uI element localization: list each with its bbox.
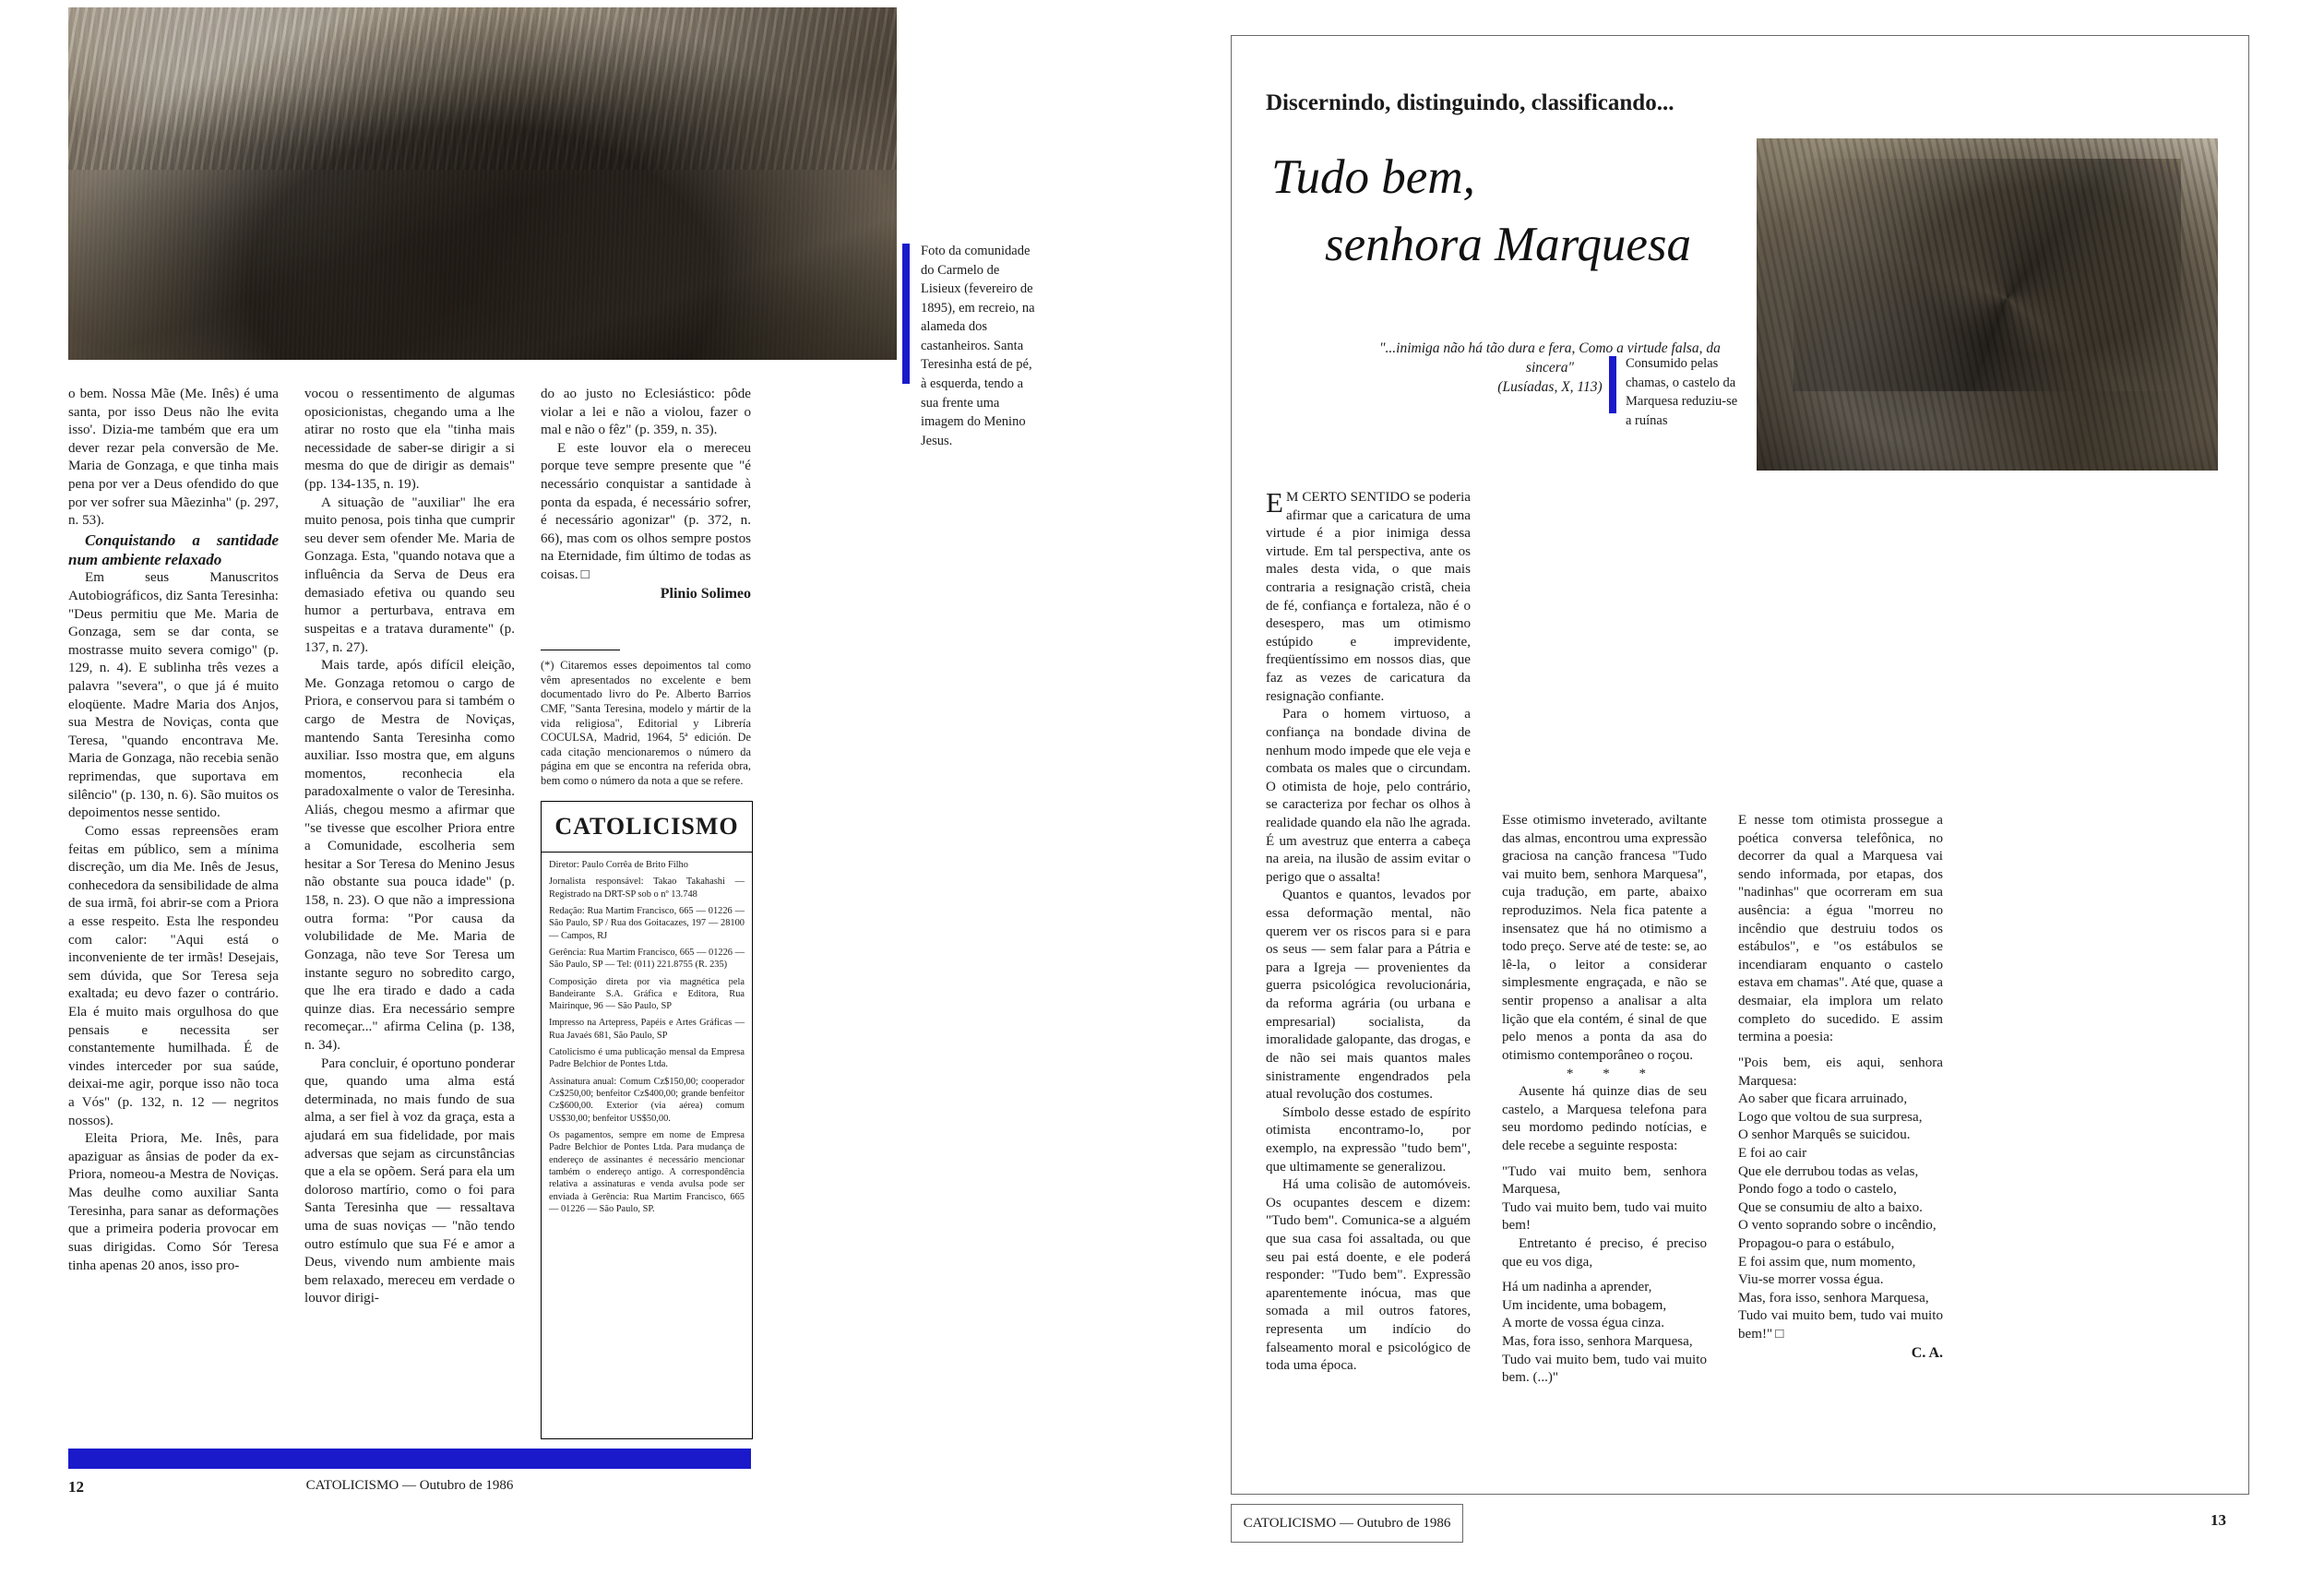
- paragraph: Para concluir, é oportuno ponderar que, quando uma alma está determinada, no mais fundo de sua alma, a ser fiel à voz da graça, esta a ajudará em sua fidelidade, por mais adversas que sejam as circunstâncias que a ela se opõem. Será para ela um doloroso martírio, como o foi para Santa Teresinha que — ressaltava uma de suas noviças — "não tendo outro estímulo que sua Fé e amor a Deus, vivendo num ambiente mais bem relaxado, mereceu em verdade o louvor dirigi-: [304, 1055, 515, 1306]
- paragraph: vocou o ressentimento de algumas oposicionistas, chegando uma a lhe atirar no rosto que ela "tinha mais necessidade de saber-se dirigir a si mesma do que de dirigir as demais" (pp. 134-135, n. 19).: [304, 387, 515, 493]
- paragraph: Mais tarde, após difícil eleição, Me. Gonzaga retomou o cargo de Priora, e conservou para si também o cargo de Mestra de Noviças, mantendo Santa Teresinha como auxiliar. Isso mostra que, em alguns momentos, reconhecia ela paradoxalmente o valor de Teresinha. Aliás, chegou mesmo a afirmar que "se tivesse que escolher Priora entre a Comunidade, escolheria sem hesitar a Sor Teresa do Menino Jesus não obstante sua pouca idade" (p. 158, n. 23). O que não a impressiona outra forma: "Por causa da volubilidade de Me. Maria de Gonzaga, não teve Sor Teresa um instante seguro no sobredito cargo, que lhe era tirado e dado a cada quinze dias. Era necessário sempre recomeçar..." afirma Celina (p. 138, n. 34).: [304, 658, 515, 1053]
- caption-accent-bar-right: [1609, 356, 1616, 413]
- paragraph: Esse otimismo inveterado, aviltante das almas, encontrou uma expressão graciosa na canção francesa "Tudo vai muito bem, senhora Marquesa", cuja tradução, em parte, abaixo reproduzimos. Nela fica patente a insensatez que há no otimismo a todo preço. Serve até de teste: se, ao lê-la, o leitor a considerar simplesmente engraçada, e não se sentir propenso a analisar a alta lição que ela contém, é sinal de que pelo menos a ponta da asa do otimismo contemporâneo o roçou.: [1502, 813, 1707, 1063]
- verse-line: O vento soprando sobre o incêndio,: [1738, 1218, 1937, 1234]
- footer-right: CATOLICISMO — Outubro de 1986: [1231, 1504, 1463, 1543]
- verse-line: Há um nadinha a aprender,: [1502, 1280, 1652, 1295]
- article-footnote: (*) Citaremos esses depoimentos tal como vêm apresentados no excelente e bem documentado livro do Pe. Alberto Barrios CMF, "Santa Teresina, modelo y mártir de la vida religiosa", Editorial y Librería COCULSA, Madrid, 1964, 5ª edición. De cada citação mencionaremos o número da página em que se encontra na referida obra, bem como o número da nota a que se refere.: [541, 659, 751, 787]
- verse-line: Um incidente, uma bobagem,: [1502, 1297, 1667, 1313]
- verse-line: O senhor Marquês se suicidou.: [1738, 1127, 1911, 1143]
- verse-block-1: [1502, 1163, 1707, 1235]
- verse-line: Propagou-o para o estábulo,: [1738, 1236, 1895, 1252]
- footer-left: CATOLICISMO — Outubro de 1986: [305, 1478, 514, 1493]
- burned-castle-photo: [1757, 138, 2218, 471]
- section-subtitle: Conquistando a santidade num ambiente relaxado: [68, 531, 279, 569]
- verse-line: Tudo vai muito bem, tudo vai muito bem!" □: [1738, 1308, 1943, 1342]
- photo-caption-right: Consumido pelas chamas, o castelo da Marquesa reduziu-se a ruínas: [1626, 356, 1738, 428]
- verse-line: Viu-se morrer vossa égua.: [1738, 1272, 1884, 1288]
- photo-caption-left: Foto da comunidade do Carmelo de Lisieux (fevereiro de 1895), em recreio, na alameda dos castanheiros. Santa Teresinha está de pé, à esquerda, tendo a sua frente uma imagem do Menino Jesus.: [921, 244, 1035, 448]
- epigraph-source: (Lusíadas, X, 113): [1497, 378, 1603, 395]
- article-signature-right: C. A.: [1911, 1344, 1943, 1361]
- left-column-1: [68, 386, 279, 1275]
- verse-line: Logo que voltou de sua surpresa,: [1738, 1109, 1923, 1125]
- paragraph: E nesse tom otimista prossegue a poética conversa telefônica, no decorrer da qual a Marquesa vai sendo informada, por etapas, dos "nadinhas" que ocorreram em sua ausência: a égua "morreu no incêndio que destruiu todos os estábulos", e "os estábulos se incendiaram enquanto o castelo estava em chamas". Até que, quase a desmaiar, ela implora um relato completo do sucedido. E assim termina a poesia:: [1738, 813, 1943, 1045]
- verse-line: Que se consumiu de alto a baixo.: [1738, 1199, 1923, 1215]
- article-signature: Plinio Solimeo: [660, 585, 751, 602]
- verse-line: E foi ao cair: [1738, 1145, 1807, 1161]
- right-column-1: [1266, 486, 1471, 1376]
- paragraph: Para o homem virtuoso, a confiança na bondade divina de nenhum modo impede que ele veja e combata os males que o circundam. O otimista de hoje, pelo contrário, se caracteriza por fechar os olhos à realidade quando ela não lhe agrada. É um avestruz que enterra a cabeça na areia, na ilusão de assim evitar o perigo que o assalta!: [1266, 707, 1471, 885]
- verse-line: Tudo vai muito bem, tudo vai muito bem. (...)": [1502, 1352, 1707, 1386]
- masthead-body: [542, 853, 752, 1225]
- masthead-journalist: Jornalista responsável: Takao Takahashi — Registrado na DRT-SP sob o nº 13.748: [549, 876, 745, 900]
- section-divider-stars: * * *: [1566, 1066, 1660, 1081]
- verse-block-3: [1738, 1055, 1943, 1344]
- bottom-accent-bar: [68, 1449, 751, 1469]
- masthead-subscription: Assinatura anual: Comum Cz$150,00; cooperador Cz$250,00; benfeitor Cz$400,00; grande benfeitor Cz$600,00. Exterior (via aérea) comum US$30,00; benfeitor US$50,00.: [549, 1076, 745, 1124]
- page-number-left: 12: [68, 1478, 84, 1496]
- paragraph: A situação de "auxiliar" lhe era muito penosa, pois tinha que cumprir seu dever sem ofender Me. Maria de Gonzaga. Esta, "quando notava que a influência da Serva de Deus era demasiado efetiva ou quando seu humor a perturbava, entrava em suspeitas e a tratava duramente" (p. 137, n. 27).: [304, 495, 515, 655]
- drop-cap: E: [1266, 486, 1283, 519]
- paragraph-text: se poderia afirmar que a caricatura de uma virtude é a pior inimiga dessa virtude. Em tal perspectiva, ante os males desta vida, o que mais contraria a resignação cristã, cheia de fé, confiança e fortaleza, não é o desespero, mas um otimismo estúpido e imprevidente, freqüentíssimo em nossos dias, que faz as vezes de caricatura da resignação confiante.: [1266, 490, 1471, 704]
- masthead-impressao: Impresso na Artepress, Papéis e Artes Gráficas — Rua Javaés 681, São Paulo, SP: [549, 1018, 745, 1041]
- verse-line: Ao saber que ficara arruinado,: [1738, 1091, 1908, 1107]
- verse-line: E foi assim que, num momento,: [1738, 1254, 1916, 1270]
- epigraph-text: "...inimiga não há tão dura e fera, Como a virtude falsa, da sincera": [1379, 340, 1721, 376]
- paragraph: Ausente há quinze dias de seu castelo, a Marquesa telefona para seu mordomo pedindo notícias, e dele recebe a seguinte resposta:: [1502, 1084, 1707, 1153]
- verse-line: "Tudo vai muito bem, senhora Marquesa,: [1502, 1163, 1707, 1198]
- paragraph: Eleita Priora, Me. Inês, para apaziguar as ânsias de poder da ex-Priora, nomeou-a Mestra de Noviças. Mas deulhe como auxiliar Santa Teresinha, para sanar as deformações que a primeira poderia provocar em suas dirigidas. Como Sór Teresa tinha apenas 20 anos, isso pro-: [68, 1131, 279, 1273]
- left-column-3: [541, 386, 751, 604]
- paragraph: o bem. Nossa Mãe (Me. Inês) é uma santa, por isso Deus não lhe evita isso'. Dizia-me também que era um dever rezar pela conversão de Me. Maria de Gonzaga, e que tinha mais pena por ver a Deus ofendido do que por ver sofrer sua Mãezinha" (p. 297, n. 53).: [68, 387, 279, 529]
- article-title: [1271, 148, 1788, 274]
- paragraph-with-dropcap: [1266, 486, 1471, 706]
- verse-line: Mas, fora isso, senhora Marquesa,: [1502, 1334, 1693, 1350]
- paragraph: Quantos e quantos, levados por essa deformação mental, não querem ver os riscos para si e para os seus — sem falar para a Pátria e para a Igreja — provenientes da guerra psicológica revolucionária, da reforma agrária (ou urbana e empresarial) socialista, da imoralidade galopante, das drogas, e de não sei mais quantos males sinistramente engendrados pela atual revolução dos costumes.: [1266, 888, 1471, 1103]
- verse-line: Tudo vai muito bem, tudo vai muito bem!: [1502, 1199, 1707, 1234]
- page-number-right: 13: [2211, 1511, 2226, 1529]
- right-column-2: [1502, 812, 1707, 1388]
- paragraph: do ao justo no Eclesiástico: pôde violar a lei e não a violou, fazer o mal e não o fêz" (p. 359, n. 35).: [541, 387, 751, 438]
- article-title-line1: Tudo bem,: [1271, 150, 1475, 204]
- masthead-payments: Os pagamentos, sempre em nome de Empresa Padre Belchior de Pontes Ltda. Para mudança de endereço de assinantes é necessário mencionar também o endereço antigo. A correspondência relativa a assinaturas e venda avulsa pode ser enviada à Gerência: Rua Martim Francisco, 665 — 01226 — São Paulo, SP.: [549, 1129, 745, 1214]
- article-title-line2: senhora Marquesa: [1325, 217, 1691, 271]
- verse-block-2: [1502, 1279, 1707, 1388]
- verse-line: "Pois bem, eis aqui, senhora Marquesa:: [1738, 1055, 1943, 1089]
- paragraph: Símbolo desse estado de espírito otimista encontramo-lo, por exemplo, na expressão "tudo bem", que ultimamente se generalizou.: [1266, 1104, 1471, 1175]
- masthead-publisher: Catolicismo é uma publicação mensal da Empresa Padre Belchior de Pontes Ltda.: [549, 1047, 745, 1070]
- paragraph: Há uma colisão de automóveis. Os ocupantes descem e dizem: "Tudo bem". Comunica-se a alguém que sua casa foi assaltada, ou que seu pai está doente, e ele poderá responder: "Tudo bem". Expressão aparentemente inócua, mas que somada a mil outros fatores, representa um indício do falseamento moral e psicológico de toda uma época.: [1266, 1177, 1471, 1374]
- caption-accent-bar: [902, 244, 910, 384]
- paragraph: Entretanto é preciso, é preciso que eu vos diga,: [1502, 1236, 1707, 1270]
- masthead-composicao: Composição direta por via magnética pela Bandeirante S.A. Gráfica e Editora, Rua Mairinque, 96 — São Paulo, SP: [549, 976, 745, 1012]
- carmel-community-photo: [68, 7, 897, 360]
- masthead-logo: [542, 802, 752, 853]
- paragraph: Em seus Manuscritos Autobiográficos, diz Santa Teresinha: "Deus permitiu que Me. Maria de Gonzaga, sem se dar conta, se mostrasse muito severa comigo" (p. 129, n. 4). E sublinha três vezes a palavra "severa", o que já é muito eloqüente. Madre Maria dos Anjos, sua Mestra de Noviças, conta que Teresa, "quando encontrava Me. Maria de Gonzaga, não recebia senão reprimendas, que suportava em silêncio" (p. 130, n. 6). São muitos os depoimentos nesse sentido.: [68, 570, 279, 821]
- verse-line: Que ele derrubou todas as velas,: [1738, 1163, 1919, 1179]
- right-column-3: [1738, 812, 1943, 1363]
- verse-line: Pondo fogo a todo o castelo,: [1738, 1182, 1897, 1198]
- masthead-box: [541, 801, 753, 1439]
- masthead-director: Diretor: Paulo Corrêa de Brito Filho: [549, 860, 688, 870]
- masthead-redacao: Redação: Rua Martim Francisco, 665 — 01226 — São Paulo, SP / Rua dos Goitacazes, 197 — 28100 — Campos, RJ: [549, 905, 745, 941]
- opening-smallcaps: M CERTO SENTIDO: [1285, 490, 1411, 505]
- masthead-logo-text: CATOLICISMO: [554, 813, 739, 840]
- verse-line: Mas, fora isso, senhora Marquesa,: [1738, 1290, 1929, 1306]
- left-column-2: [304, 386, 515, 1308]
- masthead-gerencia: Gerência: Rua Martim Francisco, 665 — 01226 — São Paulo, SP — Tel: (011) 221.8755 (R. 235): [549, 947, 745, 971]
- paragraph: E este louvor ela o mereceu porque teve sempre presente que "é necessário conquistar a santidade à ponta da espada, é necessário sofrer, é necessário agonizar" (p. 372, n. 66), mas com os olhos sempre postos na Eternidade, fim último de todas as coisas. □: [541, 440, 751, 583]
- article-kicker: Discernindo, distinguindo, classificando...: [1266, 90, 1674, 115]
- paragraph: Como essas repreensões eram feitas em público, sem a mínima discreção, um dia Me. Inês de Jesus, conhecedora da sensibilidade de alma de sua irmã, foi abrir-se com a Priora a esse respeito. Esta lhe respondeu com calor: "Aqui está o inconveniente de ter irmãs! Desejais, sem dúvida, que Sor Teresa seja exaltada; eu devo fazer o contrário. Ela é muito mais orgulhosa do que pensais e necessita ser constantemente humilhada. É de vindes interceder por sua saúde, deixai-me agir, porque isso não toca a Vós" (p. 132, n. 12 — negritos nossos).: [68, 823, 279, 1128]
- verse-line: A morte de vossa égua cinza.: [1502, 1316, 1665, 1331]
